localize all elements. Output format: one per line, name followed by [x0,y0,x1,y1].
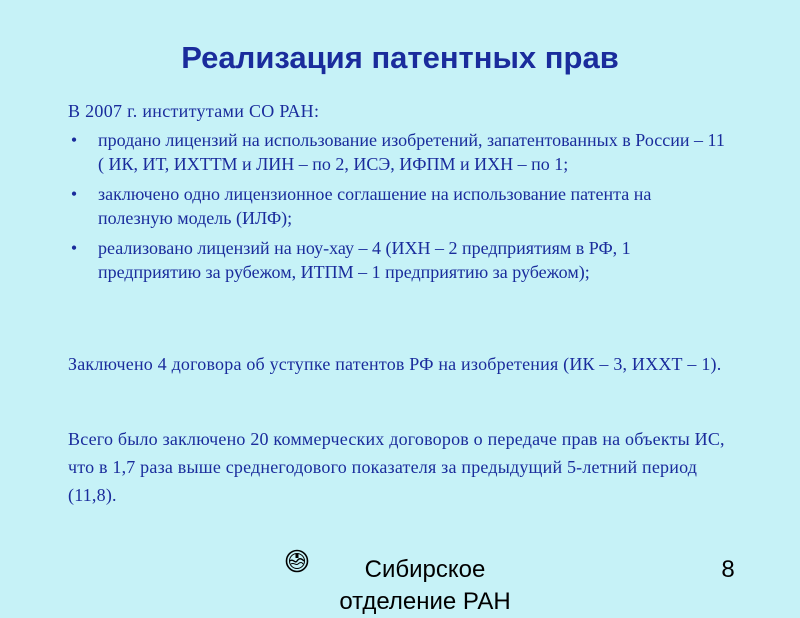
page-number: 8 [721,556,735,583]
bullet-text: продано лицензий на использование изобретений, запатентованных в России – 11 ( ИК, ИТ, ИХТТМ и ЛИН – по 2, ИСЭ, ИФПМ и ИХН – по 1; [98,130,725,174]
bullet-text: заключено одно лицензионное соглашение на использование патента на полезную модель (ИЛФ); [98,184,652,228]
bullet-icon: • [70,184,78,204]
bullet-item [68,182,728,230]
commercial-contracts-paragraph: Всего было заключено 20 коммерческих договоров о передаче прав на объекты ИС, что в 1,7 раза выше среднегодового показателя за предыдущий 5-летний период (11,8). [68,429,725,505]
bullet-item [68,236,728,284]
sb-ras-emblem-icon [285,549,309,573]
bullet-text: реализовано лицензий на ноу-хау – 4 (ИХН – 2 предприятиям в РФ, 1 предприятию за рубежом, ИТПМ – 1 предприятию за рубежом); [98,238,631,282]
bullet-list [68,128,728,290]
patent-assignment-paragraph: Заключено 4 договора об уступке патентов РФ на изобретения (ИК – 3, ИХХТ – 1). [68,354,722,374]
bullet-item [68,128,728,176]
bullet-icon: • [70,238,78,258]
footer-organization: Сибирское отделение РАН [339,556,511,615]
intro-text: В 2007 г. институтами СО РАН: [68,101,320,121]
bullet-icon: • [70,130,78,150]
slide-title: Реализация патентных прав [181,40,619,75]
